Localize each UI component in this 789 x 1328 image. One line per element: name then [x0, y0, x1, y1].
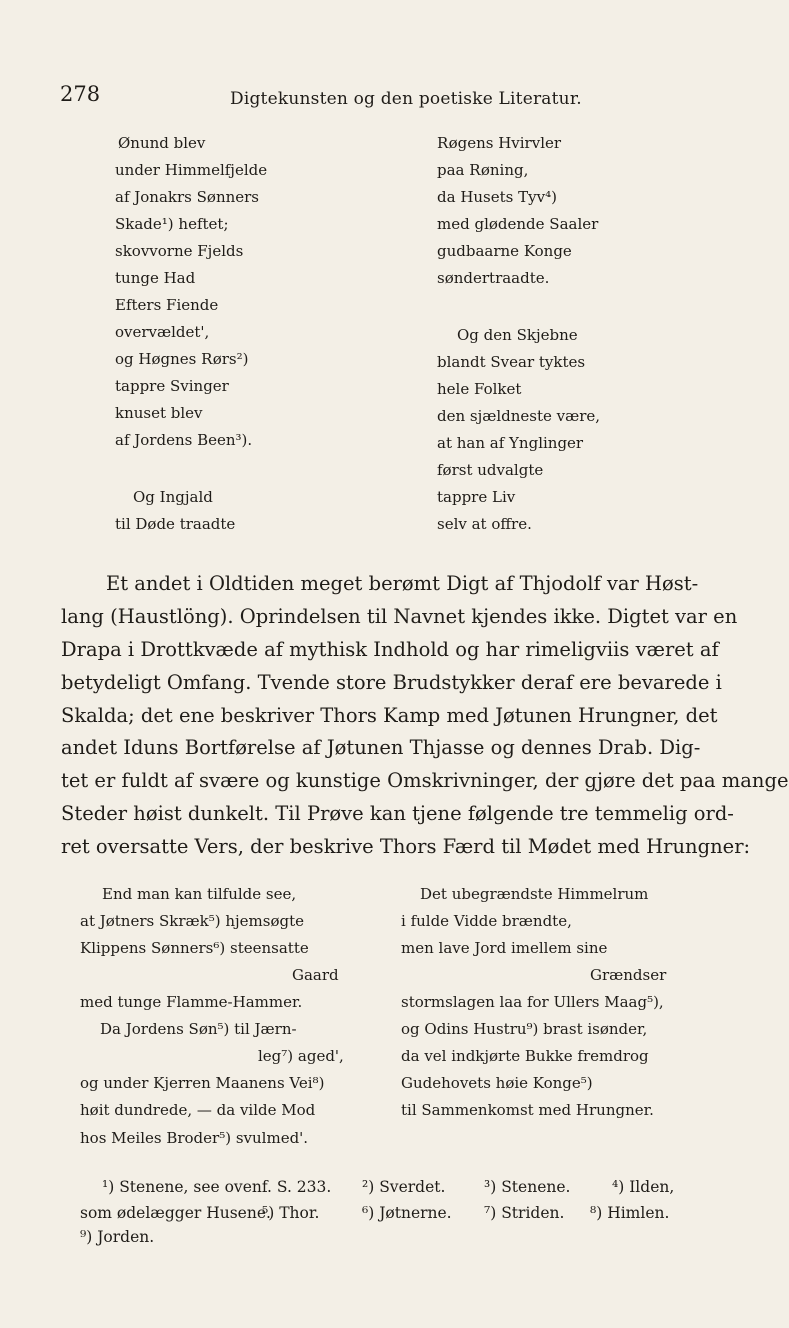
poem-line: knuset blev	[115, 404, 203, 422]
poem-line: overvældet',	[115, 323, 210, 341]
poem-line: gudbaarne Konge	[437, 242, 572, 260]
footnote: ⁹) Jorden.	[80, 1228, 155, 1246]
prose-line: tet er fuldt af svære og kunstige Omskrivninger, der gjøre det paa mange	[61, 769, 789, 792]
poem-line: af Jordens Been³).	[115, 431, 253, 449]
poem-line: Da Jordens Søn⁵) til Jærn-	[100, 1020, 297, 1038]
poem-line: til Sammenkomst med Hrungner.	[401, 1101, 654, 1119]
prose-line: Drapa i Drottkvæde af mythisk Indhold og har rimeligviis været af	[61, 638, 719, 661]
poem-line: Og Ingjald	[133, 488, 213, 506]
poem-line: at Jøtners Skræk⁵) hjemsøgte	[80, 912, 304, 930]
poem-line: og under Kjerren Maanens Vei⁸)	[80, 1074, 325, 1092]
footnote: ¹) Stenene, see ovenf. S. 233.	[102, 1178, 332, 1196]
poem-line: til Døde traadte	[115, 515, 236, 533]
poem-line: skovvorne Fjelds	[115, 242, 244, 260]
footnote: ⁶) Jøtnerne.	[362, 1204, 452, 1222]
poem-line: og Odins Hustru⁹) brast isønder,	[401, 1020, 648, 1038]
poem-line: at han af Ynglinger	[437, 434, 584, 452]
poem-line: Ønund blev	[118, 134, 206, 152]
poem-line: blandt Svear tyktes	[437, 353, 586, 371]
footnote: ³) Stenene.	[484, 1178, 571, 1196]
poem-line: Og den Skjebne	[457, 326, 578, 344]
prose-line: Skalda; det ene beskriver Thors Kamp med Jøtunen Hrungner, det	[61, 704, 718, 727]
footnote: ⁵) Thor.	[262, 1204, 320, 1222]
poem-line: stormslagen laa for Ullers Maag⁵),	[401, 993, 664, 1011]
poem-line: hele Folket	[437, 380, 522, 398]
prose-line: ret oversatte Vers, der beskrive Thors Færd til Mødet med Hrungner:	[61, 835, 751, 858]
poem-line: tappre Liv	[437, 488, 516, 506]
poem-line: da vel indkjørte Bukke fremdrog	[401, 1047, 649, 1065]
poem-line: da Husets Tyv⁴)	[437, 188, 557, 206]
poem-line: Det ubegrændste Himmelrum	[420, 885, 649, 903]
poem-line: under Himmelfjelde	[115, 161, 268, 179]
poem-line: i fulde Vidde brændte,	[401, 912, 572, 930]
footnote: ⁷) Striden.	[484, 1204, 565, 1222]
poem-line: Grændser	[590, 966, 667, 984]
poem-line: Efters Fiende	[115, 296, 219, 314]
page-number: 278	[60, 82, 101, 106]
poem-line: søndertraadte.	[437, 269, 550, 287]
poem-line: End man kan tilfulde see,	[102, 885, 297, 903]
poem-line: den sjældneste være,	[437, 407, 601, 425]
poem-line: paa Røning,	[437, 161, 529, 179]
poem-line: Skade¹) heftet;	[115, 215, 229, 233]
poem-line: Gaard	[292, 966, 339, 984]
footnote: ⁸) Himlen.	[590, 1204, 670, 1222]
poem-line: med tunge Flamme-Hammer.	[80, 993, 303, 1011]
poem-line: med glødende Saaler	[437, 215, 599, 233]
poem-line: Klippens Sønners⁶) steensatte	[80, 939, 309, 957]
prose-line: betydeligt Omfang. Tvende store Brudstykker deraf ere bevarede i	[61, 671, 722, 694]
poem-line: først udvalgte	[437, 461, 544, 479]
poem-line: høit dundrede, — da vilde Mod	[80, 1101, 316, 1119]
prose-line: Et andet i Oldtiden meget berømt Digt af Thjodolf var Høst-	[106, 572, 699, 595]
poem-line: Røgens Hvirvler	[437, 134, 562, 152]
poem-line: og Høgnes Rørs²)	[115, 350, 249, 368]
footnote: ⁴) Ilden,	[612, 1178, 675, 1196]
prose-line: andet Iduns Bortførelse af Jøtunen Thjasse og dennes Drab. Dig-	[61, 736, 701, 759]
poem-line: af Jonakrs Sønners	[115, 188, 260, 206]
poem-line: tappre Svinger	[115, 377, 229, 395]
poem-line: hos Meiles Broder⁵) svulmed'.	[80, 1129, 309, 1147]
poem-line: selv at offre.	[437, 515, 532, 533]
prose-line: Steder høist dunkelt. Til Prøve kan tjene følgende tre temmelig ord-	[61, 802, 734, 825]
poem-line: leg⁷) aged',	[258, 1047, 344, 1065]
poem-line: men lave Jord imellem sine	[401, 939, 608, 957]
poem-line: tunge Had	[115, 269, 196, 287]
running-head: Digtekunsten og den poetiske Literatur.	[230, 89, 582, 109]
prose-line: lang (Haustlöng). Oprindelsen til Navnet kjendes ikke. Digtet var en	[61, 605, 738, 628]
footnote: ²) Sverdet.	[362, 1178, 446, 1196]
poem-line: Gudehovets høie Konge⁵)	[401, 1074, 593, 1092]
footnote: som ødelægger Husene.	[80, 1204, 271, 1222]
